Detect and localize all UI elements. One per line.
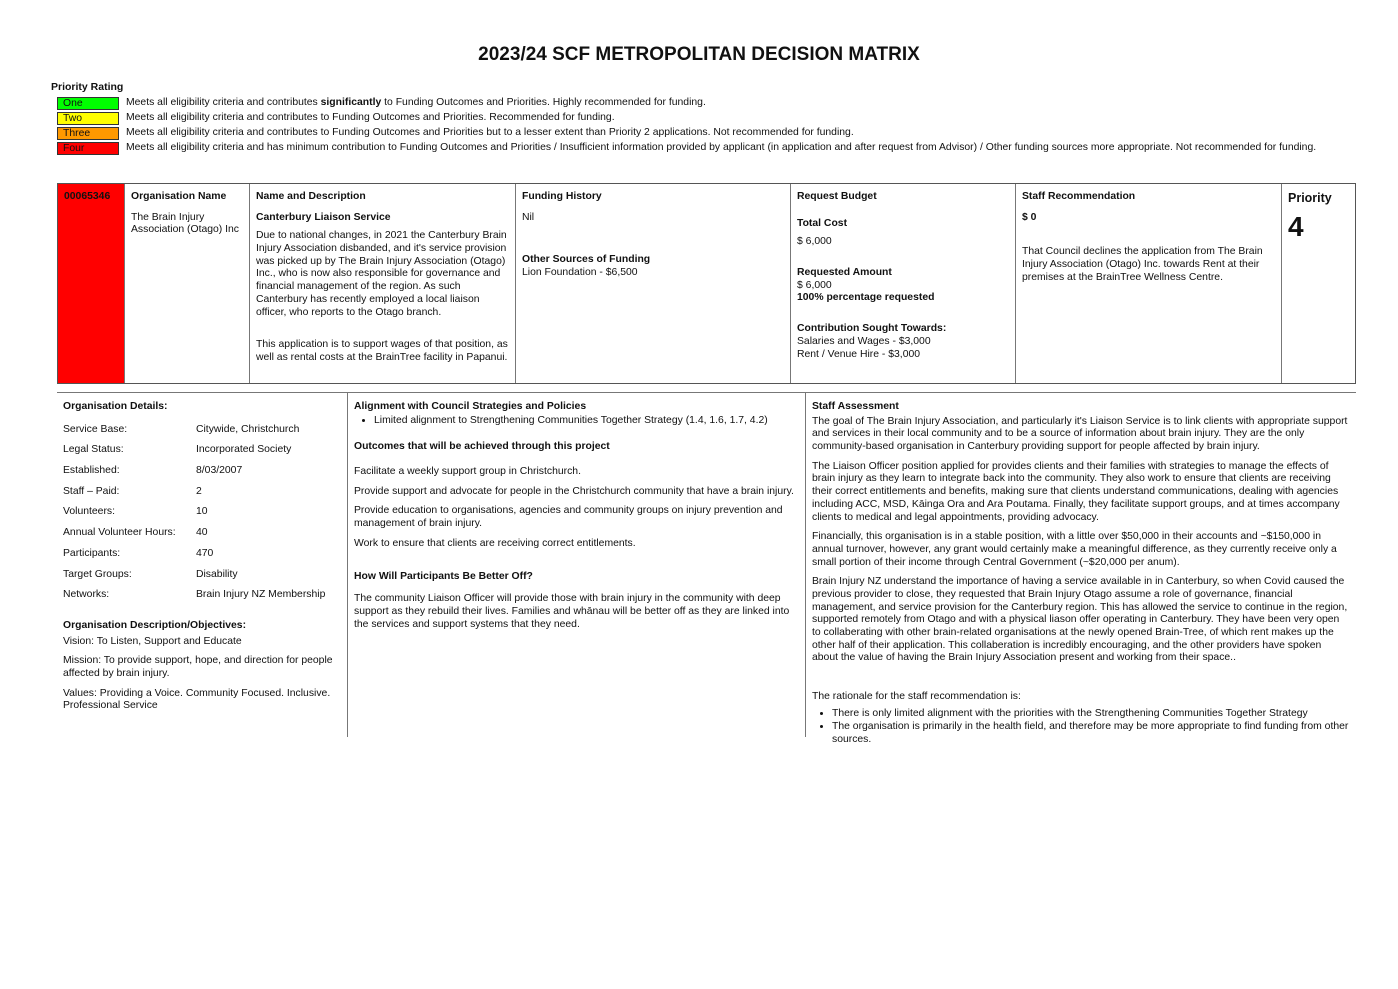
priority-swatch-four: Four: [57, 142, 119, 155]
legend-text-four: Meets all eligibility criteria and has minimum contribution to Funding Outcomes and Priorities / Insufficient information provided by applicant (in application and after request from Advisor) / Other funding sources more appropriate. Not recommended for funding.: [126, 142, 1317, 153]
priority-value: 4: [1288, 211, 1304, 243]
assessment-paragraph: Brain Injury NZ understand the importance of having a service available in in Canterbury, so when Covid caused the previous provider to close, they requested that Brain Injury Otago assume a role of governance, financial management, and service provision for the Canterbury region. This has allowed the service to continue in the region, supported remotely from Otago and with a physical liason offer operating in Canterbury. They have been very open to collaberating with other brain-related organisations at the newly opened Brain-Tree, of which rent makes up the other half of their application. This collaberation is incredibly encouraging, and the other providers have spoken about the value of having the Brain Injury Association present and working from their space..: [812, 576, 1348, 664]
contribution-salaries: Salaries and Wages - $3,000: [797, 335, 931, 347]
rationale-intro: The rationale for the staff recommendation is:: [812, 691, 1021, 703]
detail-row: Established: 8/03/2007: [63, 465, 243, 477]
better-off-heading: How Will Participants Be Better Off?: [354, 570, 533, 582]
organisation-name-cell: [125, 184, 250, 383]
staff-rec-amount: $ 0: [1022, 211, 1037, 223]
page-title: 2023/24 SCF METROPOLITAN DECISION MATRIX: [478, 44, 920, 65]
name-description-cell: [250, 184, 516, 383]
rationale-list: [812, 708, 1350, 747]
contribution-label: Contribution Sought Towards:: [797, 323, 947, 335]
detail-row: Legal Status: Incorporated Society: [63, 444, 292, 456]
priority-swatch-one: One: [57, 97, 119, 110]
outcome-item: Work to ensure that clients are receiving correct entitlements.: [354, 537, 636, 549]
detail-row: Networks: Brain Injury NZ Membership: [63, 589, 326, 601]
request-budget-cell: [791, 184, 1016, 383]
priority-legend: [57, 97, 1317, 157]
total-cost: $ 6,000: [797, 236, 832, 248]
priority-cell: [1282, 184, 1355, 383]
priority-heading: Priority: [1288, 191, 1332, 205]
rationale-item: • There is only limited alignment with the priorities with the Strengthening Communities Together Strategy: [832, 708, 1350, 721]
priority-rating-heading: Priority Rating: [51, 81, 124, 93]
legend-row-one: [57, 97, 1317, 110]
alignment-outcomes: [348, 393, 806, 737]
priority-swatch-two: Two: [57, 112, 119, 125]
outcome-item: Facilitate a weekly support group in Christchurch.: [354, 466, 581, 478]
legend-row-four: [57, 142, 1317, 155]
org-name-heading: Organisation Name: [131, 191, 227, 202]
org-name: The Brain Injury Association (Otago) Inc: [131, 211, 239, 236]
other-sources: Lion Foundation - $6,500: [522, 267, 638, 279]
legend-text-two: Meets all eligibility criteria and contributes to Funding Outcomes and Priorities. Recommended for funding.: [126, 112, 615, 123]
percent-requested: 100% percentage requested: [797, 292, 935, 304]
total-cost-label: Total Cost: [797, 217, 848, 229]
alignment-heading: Alignment with Council Strategies and Policies: [354, 401, 587, 412]
legend-row-two: [57, 112, 1317, 125]
org-details-heading: Organisation Details:: [63, 401, 168, 412]
org-values: Values: Providing a Voice. Community Focused. Inclusive. Professional Service: [63, 687, 331, 712]
desc-heading: Name and Description: [256, 191, 366, 202]
legend-text-one: Meets all eligibility criteria and contributes significantly to Funding Outcomes and Priorities. Highly recommended for funding.: [126, 97, 706, 108]
funding-history-cell: [516, 184, 791, 383]
outcomes-heading: Outcomes that will be achieved through this project: [354, 441, 610, 453]
desc-paragraph-2: This application is to support wages of that position, as well as rental costs at the BrainTree facility in Papanui.: [256, 339, 508, 363]
outcome-item: Provide support and advocate for people in the Christchurch community that have a brain injury.: [354, 485, 794, 497]
staff-assessment-heading: Staff Assessment: [812, 401, 899, 412]
requested-amount: $ 6,000: [797, 279, 832, 291]
alignment-item: • Limited alignment to Strengthening Communities Together Strategy (1.4, 1.6, 1.7, 4.2): [374, 415, 799, 428]
org-vision: Vision: To Listen, Support and Educate: [63, 635, 242, 647]
staff-rec-text: That Council declines the application from The Brain Injury Association (Otago) Inc. towards Rent at their premises at the BrainTree Wellness Centre.: [1022, 246, 1263, 283]
details-section: [57, 392, 1356, 746]
priority-swatch-three: Three: [57, 127, 119, 140]
other-sources-heading: Other Sources of Funding: [522, 254, 651, 266]
staff-assessment: [806, 393, 1356, 746]
detail-row: Volunteers: 10: [63, 506, 208, 518]
desc-paragraph-1: Due to national changes, in 2021 the Canterbury Brain Injury Association disbanded, and it's service provision was picked up by The Brain Injury Association (Otago) Inc., who is now also responsible for governance and financial management of the region. As such Canterbury has recently employed a local liaison officer, who reports to the Otago branch.: [256, 230, 507, 318]
application-id: 00065346: [58, 184, 125, 383]
assessment-paragraph: The Liaison Officer position applied for provides clients and their families with strategies to manage the effects of brain injury as they learn to integrate back into the community. They also work to ensure that clients are receiving their correct entitlements and benefits, making sure that clients understand communications, dealing with agencies including ACC, MSD, Kāinga Ora and Ara Poutama. Finally, they facilitate support groups, and at times accompany clients to medical and legal appointments, providing advocacy.: [812, 460, 1340, 523]
legend-row-three: [57, 127, 1317, 140]
alignment-list: [354, 415, 799, 428]
funding-history: Nil: [522, 211, 535, 223]
project-name: Canterbury Liaison Service: [256, 211, 391, 223]
legend-text-three: Meets all eligibility criteria and contributes to Funding Outcomes and Priorities but to a lesser extent than Priority 2 applications. Not recommended for funding.: [126, 127, 854, 138]
assessment-paragraph: Financially, this organisation is in a stable position, with a little over $50,000 in their accounts and ~$150,000 in annual turnover, however, any grant would certainly make a meaningful difference, as they currently receive only a small portion of their income through Central Government (~$20,000 per anum).: [812, 531, 1337, 568]
organisation-details: [57, 393, 348, 737]
staff-rec-heading: Staff Recommendation: [1022, 191, 1136, 202]
detail-row: Staff – Paid: 2: [63, 485, 202, 497]
detail-row: Service Base: Citywide, Christchurch: [63, 423, 300, 435]
requested-label: Requested Amount: [797, 267, 892, 279]
better-off-text: The community Liaison Officer will provide those with brain injury in the community with deep support as they rebuild their lives. Families and whānau will be better off as they are linked into the services and support systems that they need.: [354, 593, 790, 630]
outcome-item: Provide education to organisations, agencies and community groups on injury prevention and management of brain injury.: [354, 505, 783, 530]
detail-row: Annual Volunteer Hours: 40: [63, 527, 208, 539]
org-mission: Mission: To provide support, hope, and direction for people affected by brain injury.: [63, 655, 333, 679]
contribution-rent: Rent / Venue Hire - $3,000: [797, 348, 921, 360]
detail-row: Participants: 470: [63, 547, 214, 559]
budget-heading: Request Budget: [797, 191, 877, 202]
rationale-item: • The organisation is primarily in the health field, and therefore may be more appropriate to find funding from other sources.: [832, 721, 1350, 746]
staff-recommendation-cell: [1016, 184, 1282, 383]
funding-heading: Funding History: [522, 191, 602, 202]
detail-row: Target Groups: Disability: [63, 568, 238, 580]
assessment-paragraph: The goal of The Brain Injury Association, and particularly it's Liaison Service is to link clients with appropriate support and services in their local community and to be a source of information about brain injury. They are the only community-based organisation in Canterbury providing support for people affected by brain injury.: [812, 415, 1348, 453]
org-objectives-heading: Organisation Description/Objectives:: [63, 619, 247, 631]
decision-matrix-table: [57, 183, 1356, 384]
